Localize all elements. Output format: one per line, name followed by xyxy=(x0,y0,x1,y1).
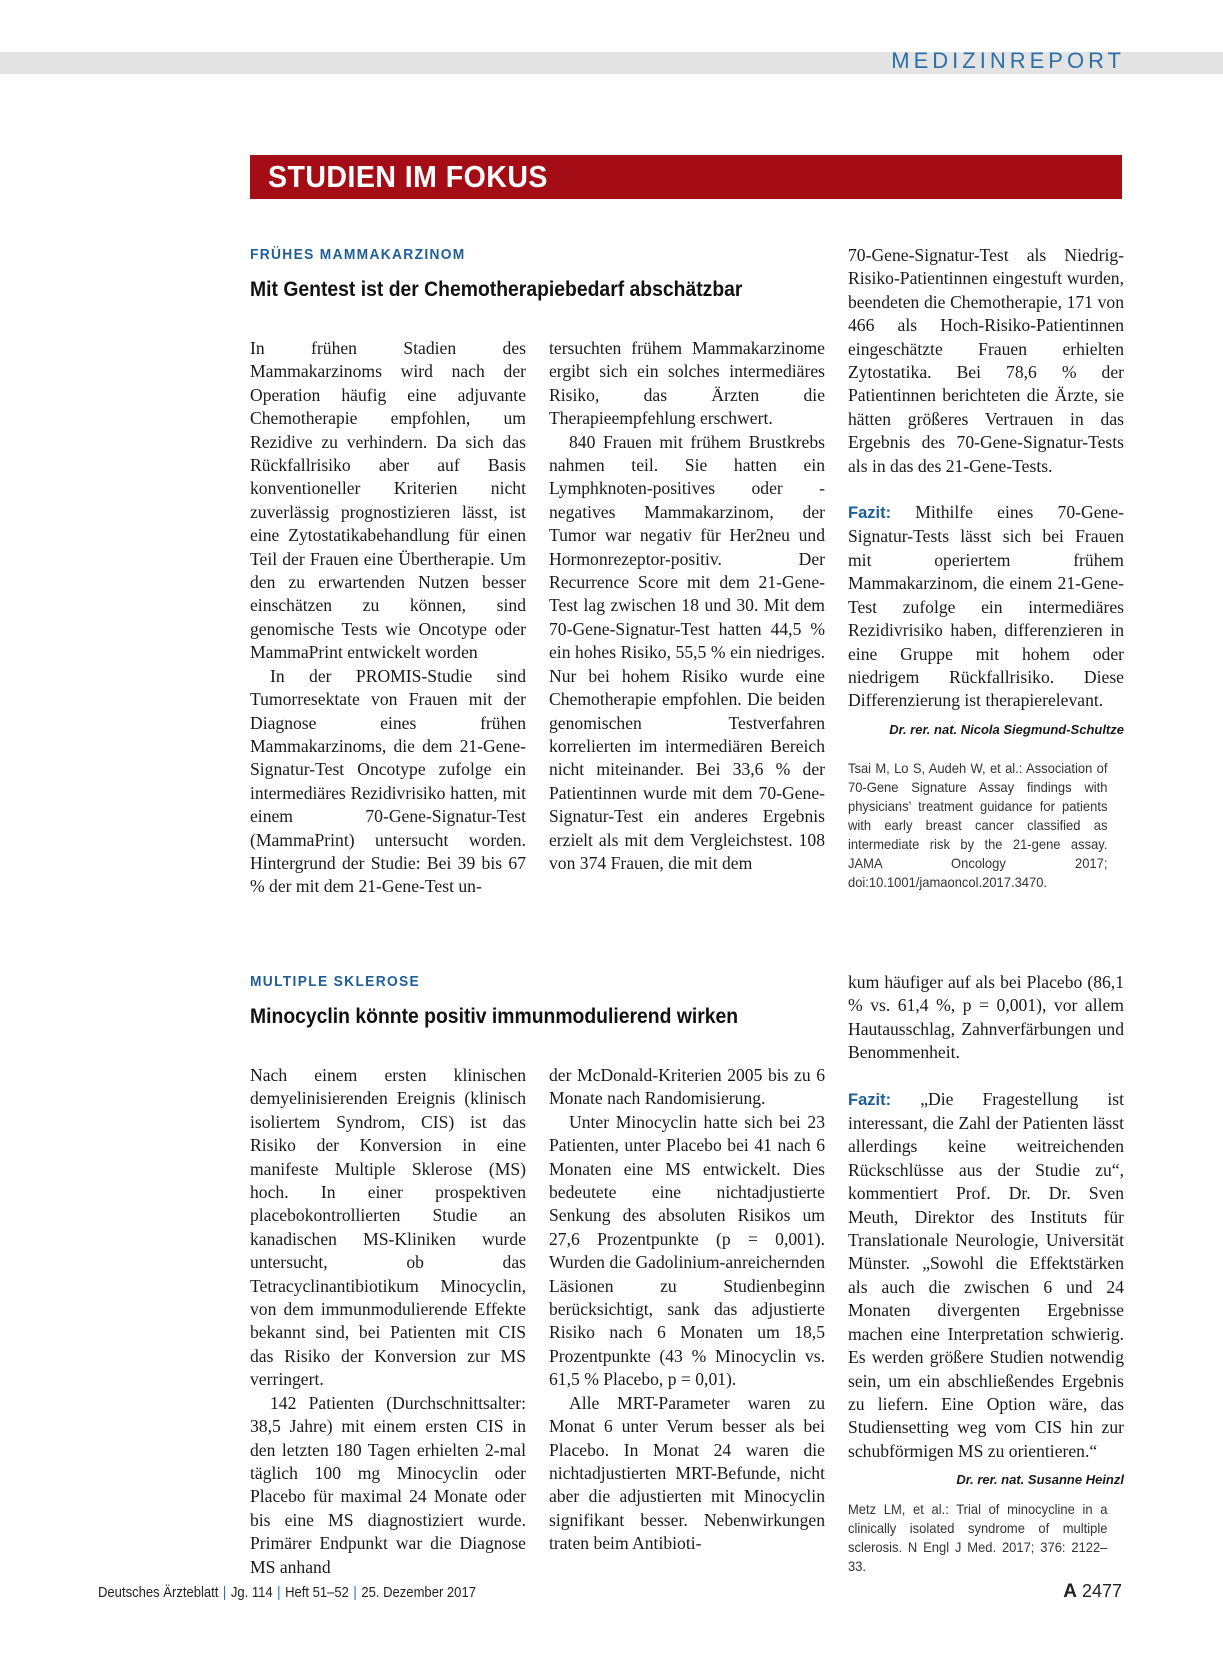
footer-citation: Deutsches Ärzteblatt | Jg. 114 | Heft 51–52 | 25. Dezember 2017 xyxy=(98,1585,476,1601)
article1-kicker: FRÜHES MAMMAKARZINOM xyxy=(250,247,466,263)
issue: Heft 51–52 xyxy=(285,1585,349,1601)
article1-headline: Mit Gentest ist der Chemotherapiebedarf abschätzbar xyxy=(250,277,743,301)
paragraph: 840 Frauen mit frühem Brustkrebs nahmen teil. Sie hatten ein Lymphknoten-positives oder -negatives Mammakarzinom, der Tumor war negativ für Her2neu und Hormonrezeptor-positiv. Der Recurrence Score mit dem 21-Gene-Test lag zwischen 18 und 30. Mit dem 70-Gene-Signatur-Test hatten 44,5 % ein hohes Risiko, 55,5 % ein niedriges. Nur bei hohem Risiko wurde eine Chemotherapie empfohlen. Die beiden genomischen Testverfahren korrelierten im intermediären Bereich nicht miteinander. Bei 33,6 % der Patientinnen wurde mit dem 70-Gene-Signatur-Test ein anderes Ergebnis erzielt als mit dem Vergleichstest. 108 von 374 Frauen, die mit dem xyxy=(549,431,825,873)
paragraph: kum häufiger auf als bei Placebo (86,1 % vs. 61,4 %, p = 0,001), vor allem Hautausschlag, Zahnverfärbungen und Benommenheit. xyxy=(848,972,1124,1063)
page-prefix: A xyxy=(1063,1581,1077,1602)
paragraph: 142 Patienten (Durchschnittsalter: 38,5 Jahre) mit einem ersten CIS in den letzten 180 Tagen erhielten 2-mal täglich 100 mg Minocyclin oder Placebo für maximal 24 Monate oder bis eine MS diagnostiziert wurde. Primärer Endpunkt war die Diagnose MS anhand xyxy=(250,1392,526,1577)
volume: Jg. 114 xyxy=(230,1585,273,1601)
fazit-paragraph xyxy=(848,501,1124,713)
article2-headline: Minocyclin könnte positiv immunmodulierend wirken xyxy=(250,1004,739,1028)
paragraph: Alle MRT-Parameter waren zu Monat 6 unter Verum besser als bei Placebo. In Monat 24 waren die nichtadjustierten MRT-Befunde, nicht aber die adjustierten mit Minocyclin signifikant besser. Nebenwirkungen traten beim Antibioti- xyxy=(549,1392,825,1554)
page-number-value: 2477 xyxy=(1081,1581,1122,1601)
section-label: MEDIZINREPORT xyxy=(891,48,1125,73)
paragraph: Unter Minocyclin hatte sich bei 23 Patienten, unter Placebo bei 41 nach 6 Monaten eine MS entwickelt. Dies bedeutete eine nichtadjustierte Senkung des absoluten Risikos um 27,6 Prozentpunkte (p = 0,001). Wurden die Gadolinium-anreichernden Läsionen zu Studienbeginn berücksichtigt, sank das adjustierte Risiko nach 6 Monaten um 18,5 Prozentpunkte (43 % Minocyclin vs. 61,5 % Placebo, p = 0,01). xyxy=(549,1111,825,1390)
paragraph: Nach einem ersten klinischen demyelinisierenden Ereignis (klinisch isoliertem Syndrom, CIS) ist das Risiko der Konversion in eine manifeste Multiple Sklerose (MS) hoch. In einer prospektiven placebokontrollierten Studie an kanadischen MS-Kliniken wurde untersucht, ob das Tetracyclinantibiotikum Minocyclin, von dem immunmodulierende Effekte bekannt sind, bei Patienten mit CIS das Risiko der Konversion zur MS verringert. xyxy=(250,1065,526,1390)
paragraph: tersuchten frühem Mammakarzinome ergibt sich ein solches intermediäres Risiko, das Ärzten die Therapieempfehlung erschwert. xyxy=(549,338,825,429)
reference: Tsai M, Lo S, Audeh W, et al.: Association of 70-Gene Signature Assay findings with physicians’ treatment guidance for patients with early breast cancer classified as intermediate risk by the 21-gene assay. JAMA Oncology 2017; doi:10.1001/jamaoncol.2017.3470. xyxy=(848,761,1108,891)
paragraph: 70-Gene-Signatur-Test als Niedrig-Risiko-Patientinnen eingestuft wurden, beendeten die Chemotherapie, 171 von 466 als Hoch-Risiko-Patientinnen eingeschätzte Frauen erhielten Zytostatika. Bei 78,6 % der Patientinnen berichteten die Ärzte, sie hätten größeres Vertrauen in das Ergebnis des 70-Gene-Signatur-Tests als in das des 21-Gene-Tests. xyxy=(848,245,1124,476)
paragraph: der McDonald-Kriterien 2005 bis zu 6 Monate nach Randomisierung. xyxy=(549,1065,825,1109)
article2-kicker: MULTIPLE SKLEROSE xyxy=(250,974,421,990)
article2-column-1 xyxy=(250,1064,526,1579)
article1-column-3 xyxy=(848,244,1124,892)
article2-column-3 xyxy=(848,971,1124,1576)
journal-name: Deutsches Ärzteblatt xyxy=(98,1585,219,1601)
banner-title: STUDIEN IM FOKUS xyxy=(268,159,548,194)
author-name: Dr. rer. nat. Susanne Heinzl xyxy=(956,1472,1124,1488)
issue-date: 25. Dezember 2017 xyxy=(361,1585,476,1601)
article2-column-2 xyxy=(549,1064,825,1556)
article1-column-1 xyxy=(250,337,526,899)
fazit-text: „Die Fragestellung ist interessant, die Zahl der Patienten lässt allerdings keine weitreichenden Rückschlüsse aus der Studie zu“, kommentiert Prof. Dr. Dr. Sven Meuth, Direktor des Instituts für Translationale Neurologie, Universität Münster. „Sowohl die Effektstärken als auch die zwischen 6 und 24 Monaten divergenten Ergebnisse machen eine Interpretation schwierig. Es werden größere Studien notwendig sein, um ein abschließendes Ergebnis zu liefern. Eine Option wäre, das Studiensetting weg vom CIS hin zur schubförmigen MS zu orientieren.“ xyxy=(848,1088,1124,1461)
section-banner xyxy=(250,155,1122,199)
page-number xyxy=(1063,1581,1122,1603)
fazit-label: Fazit: xyxy=(848,504,892,523)
fazit-label: Fazit: xyxy=(848,1090,892,1109)
fazit-paragraph xyxy=(848,1088,1124,1464)
fazit-text: Mithilfe eines 70-Gene-Signatur-Tests lässt sich bei Frauen mit operiertem frühem Mammakarzinom, die einem 21-Gene-Test zufolge ein intermediäres Rezidivrisiko haben, differenzieren in eine Gruppe mit hohem oder niedrigem Rückfallrisiko. Diese Differenzierung ist therapierelevant. xyxy=(848,502,1124,711)
author-name: Dr. rer. nat. Nicola Siegmund-Schultze xyxy=(889,721,1124,737)
reference: Metz LM, et al.: Trial of minocycline in a clinically isolated syndrome of multiple sclerosis. N Engl J Med. 2017; 376: 2122–33. xyxy=(848,1501,1108,1574)
paragraph: In frühen Stadien des Mammakarzinoms wird nach der Operation häufig eine adjuvante Chemotherapie empfohlen, um Rezidive zu verhindern. Da sich das Rückfallrisiko aber auf Basis konventioneller Kriterien nicht zuverlässig prognostizieren lässt, ist eine Zytostatikabehandlung für einen Teil der Frauen eine Übertherapie. Um den zu erwartenden Nutzen besser einschätzen zu können, sind genomische Tests wie Oncotype oder MammaPrint entwickelt worden xyxy=(250,338,526,663)
article1-column-2 xyxy=(549,337,825,875)
paragraph: In der PROMIS-Studie sind Tumorresektate von Frauen mit der Diagnose eines frühen Mammakarzinoms, die dem 21-Gene-Signatur-Test Oncotype zufolge ein intermediäres Rezidivrisiko hatten, mit einem 70-Gene-Signatur-Test (MammaPrint) untersucht worden. Hintergrund der Studie: Bei 39 bis 67 % der mit dem 21-Gene-Test un- xyxy=(250,665,526,897)
